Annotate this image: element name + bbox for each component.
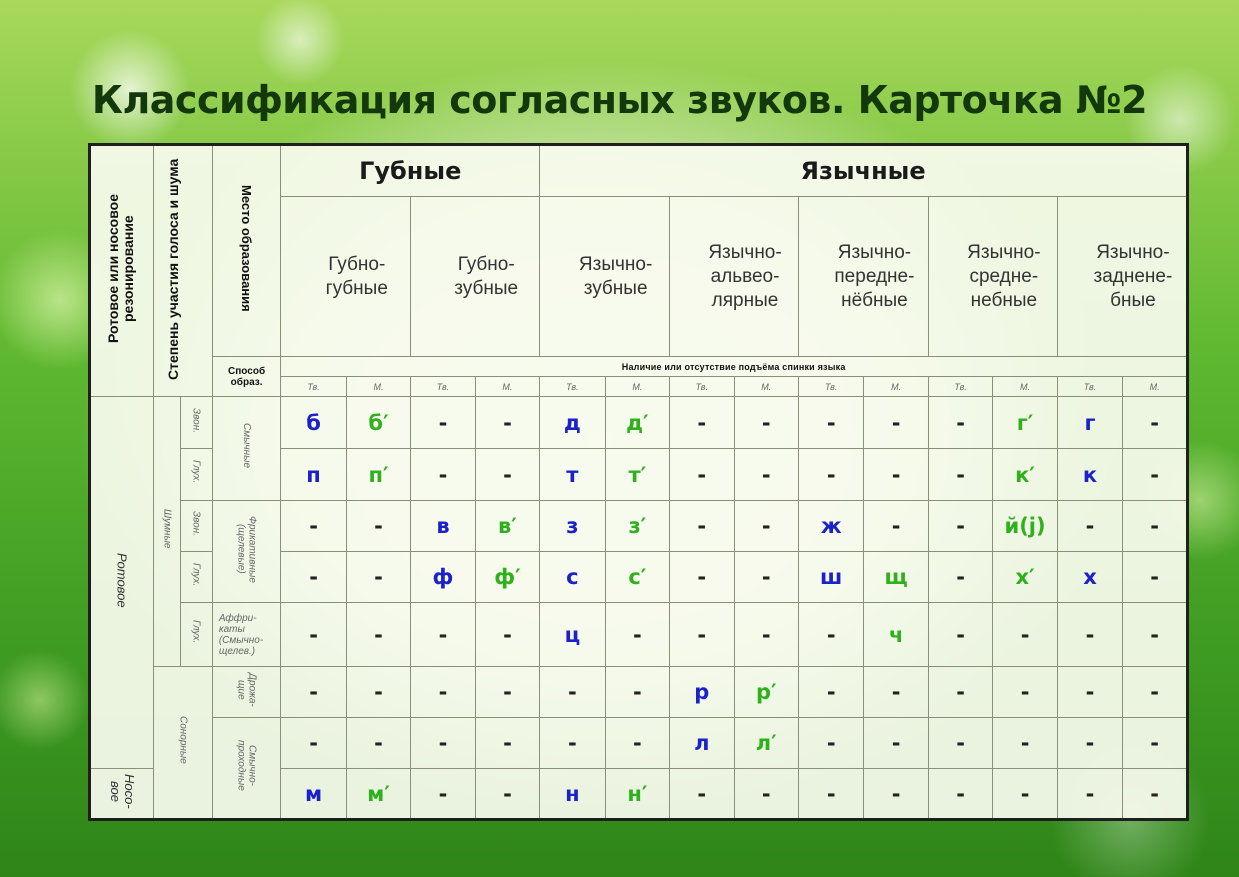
consonant-cell: д′ xyxy=(605,397,669,449)
consonant-cell: - xyxy=(928,718,992,769)
consonant-cell: - xyxy=(1123,603,1188,667)
consonant-cell: - xyxy=(670,501,734,552)
label-voiceless-text: Глух. xyxy=(190,460,202,484)
consonant-cell: м′ xyxy=(346,769,410,820)
label-laterals xyxy=(212,718,280,820)
consonant-cell: ф′ xyxy=(475,552,539,603)
consonant-cell: - xyxy=(346,718,410,769)
label-oral-text: Ротовое xyxy=(114,552,130,608)
label-voiceless-text: Глух. xyxy=(190,620,202,644)
consonant-cell: в xyxy=(411,501,475,552)
consonant-cell: - xyxy=(928,603,992,667)
consonant-cell: т′ xyxy=(605,449,669,501)
consonant-cell: - xyxy=(798,397,863,449)
consonant-cell: т xyxy=(540,449,605,501)
consonant-cell: - xyxy=(864,769,928,820)
label-stops xyxy=(212,397,280,501)
consonant-cell: - xyxy=(605,603,669,667)
consonant-cell: - xyxy=(1123,552,1188,603)
header-note: Наличие или отсутствие подъёма спинки языка xyxy=(281,357,1188,377)
consonant-cell: м xyxy=(281,769,346,820)
consonant-cell: - xyxy=(475,769,539,820)
consonant-cell: - xyxy=(734,552,798,603)
consonant-cell: - xyxy=(1123,449,1188,501)
place-header-2 xyxy=(411,197,540,357)
label-noisy-text: Шумные xyxy=(161,509,173,549)
consonant-cell: - xyxy=(1123,501,1188,552)
hard-label: Тв. xyxy=(670,377,734,397)
label-stops-text: Смычные xyxy=(241,423,253,469)
consonant-cell: - xyxy=(734,603,798,667)
consonant-cell: - xyxy=(928,449,992,501)
consonant-cell: г xyxy=(1057,397,1122,449)
soft-label: М. xyxy=(605,377,669,397)
consonant-cell: ш xyxy=(798,552,863,603)
consonant-cell: д xyxy=(540,397,605,449)
soft-label: М. xyxy=(734,377,798,397)
label-trills xyxy=(212,667,280,718)
table-row xyxy=(90,397,1188,449)
consonant-cell: - xyxy=(1123,718,1188,769)
hard-label: Тв. xyxy=(281,377,346,397)
consonant-cell: с xyxy=(540,552,605,603)
consonant-cell: - xyxy=(928,501,992,552)
table-row xyxy=(90,667,1188,718)
hard-label: Тв. xyxy=(540,377,605,397)
header-noise xyxy=(154,145,212,397)
consonant-cell: - xyxy=(475,449,539,501)
soft-label: М. xyxy=(1123,377,1188,397)
header-noise-label: Степень участия голоса и шума xyxy=(165,157,182,380)
consonant-cell: х xyxy=(1057,552,1122,603)
label-voiced-text: Звон. xyxy=(190,511,202,536)
consonant-cell: - xyxy=(281,603,346,667)
consonant-cell: ч xyxy=(864,603,928,667)
consonant-cell: - xyxy=(734,397,798,449)
place-header-4 xyxy=(670,197,799,357)
consonant-cell: щ xyxy=(864,552,928,603)
place-header-7 xyxy=(1057,197,1187,357)
consonant-cell: н xyxy=(540,769,605,820)
table-row xyxy=(90,718,1188,769)
soft-label: М. xyxy=(864,377,928,397)
consonant-cell: - xyxy=(411,603,475,667)
label-fricatives xyxy=(212,501,280,603)
consonant-cell: - xyxy=(605,667,669,718)
header-resonance-label: Ротовое или носовое резонирование xyxy=(105,194,137,343)
consonant-cell: - xyxy=(411,718,475,769)
consonant-cell: с′ xyxy=(605,552,669,603)
label-voiceless-text: Глух. xyxy=(190,562,202,587)
hard-label: Тв. xyxy=(798,377,863,397)
consonant-cell: - xyxy=(346,501,410,552)
place-label: Язычно- передне- нёбные xyxy=(834,241,915,311)
consonant-cell: ж xyxy=(798,501,863,552)
classification-table xyxy=(88,143,1189,821)
consonant-cell: - xyxy=(864,449,928,501)
place-label: Язычно- средне- небные xyxy=(967,241,1041,311)
label-voiceless xyxy=(180,449,212,501)
consonant-cell: - xyxy=(475,397,539,449)
table-row xyxy=(90,501,1188,552)
consonant-cell: - xyxy=(734,501,798,552)
consonant-cell: - xyxy=(1123,769,1188,820)
label-voiced xyxy=(180,501,212,552)
consonant-cell: - xyxy=(1123,397,1188,449)
consonant-cell: - xyxy=(281,552,346,603)
consonant-cell: - xyxy=(1057,769,1122,820)
consonant-cell: - xyxy=(928,769,992,820)
consonant-cell: ф xyxy=(411,552,475,603)
consonant-cell: - xyxy=(798,603,863,667)
hard-label: Тв. xyxy=(411,377,475,397)
consonant-cell: - xyxy=(411,667,475,718)
consonant-cell: - xyxy=(670,769,734,820)
consonant-cell: х′ xyxy=(993,552,1057,603)
consonant-cell: б′ xyxy=(346,397,410,449)
place-header-5 xyxy=(798,197,928,357)
consonant-cell: - xyxy=(798,718,863,769)
consonant-cell: - xyxy=(1123,667,1188,718)
consonant-cell: - xyxy=(993,667,1057,718)
label-oral xyxy=(90,397,154,769)
page-title: Классификация согласных звуков. Карточка №2 xyxy=(91,78,1148,122)
hard-label: Тв. xyxy=(1057,377,1122,397)
place-label: Губно- губные xyxy=(325,253,388,299)
consonant-cell: - xyxy=(475,718,539,769)
consonant-cell: к′ xyxy=(993,449,1057,501)
consonant-cell: - xyxy=(411,769,475,820)
consonant-cell: б xyxy=(281,397,346,449)
consonant-cell: - xyxy=(1057,501,1122,552)
header-manner-label: Способ образ. xyxy=(228,365,266,388)
label-voiceless xyxy=(180,603,212,667)
place-label: Язычно- зубные xyxy=(578,253,653,299)
consonant-cell: п xyxy=(281,449,346,501)
consonant-cell: - xyxy=(864,501,928,552)
table-row xyxy=(90,603,1188,667)
consonant-cell: - xyxy=(993,603,1057,667)
consonant-cell: р′ xyxy=(734,667,798,718)
label-voiced-text: Звон. xyxy=(190,407,202,433)
label-nasal-text: Носо- вое xyxy=(108,773,138,809)
consonant-cell: - xyxy=(798,667,863,718)
consonant-cell: - xyxy=(670,397,734,449)
soft-label: М. xyxy=(993,377,1057,397)
consonant-cell: - xyxy=(1057,718,1122,769)
consonant-cell: - xyxy=(864,718,928,769)
consonant-cell: - xyxy=(346,667,410,718)
consonant-cell: л′ xyxy=(734,718,798,769)
consonant-cell: п′ xyxy=(346,449,410,501)
group-labial: Губные xyxy=(281,145,540,197)
consonant-cell: к xyxy=(1057,449,1122,501)
soft-label: М. xyxy=(475,377,539,397)
consonant-cell: - xyxy=(281,501,346,552)
header-place-label: Место образования xyxy=(239,185,255,312)
consonant-cell: г′ xyxy=(993,397,1057,449)
consonant-cell: - xyxy=(475,603,539,667)
consonant-cell: - xyxy=(1057,667,1122,718)
label-trills-text: Дрожа- щие xyxy=(235,672,258,707)
label-voiced xyxy=(180,397,212,449)
consonant-cell: - xyxy=(281,667,346,718)
header-manner xyxy=(212,357,280,397)
consonant-cell: - xyxy=(670,449,734,501)
label-sonorant xyxy=(154,667,212,820)
place-label: Губно- зубные xyxy=(454,253,519,299)
consonant-cell: - xyxy=(864,397,928,449)
consonant-cell: з xyxy=(540,501,605,552)
header-resonance xyxy=(90,145,154,397)
consonant-cell: - xyxy=(993,769,1057,820)
label-noisy xyxy=(154,397,180,667)
soft-label: М. xyxy=(346,377,410,397)
consonant-cell: - xyxy=(346,603,410,667)
consonant-cell: - xyxy=(540,718,605,769)
consonant-cell: - xyxy=(928,667,992,718)
consonant-cell: - xyxy=(540,667,605,718)
place-label: Язычно- альвео- лярные xyxy=(708,241,782,311)
label-voiceless xyxy=(180,552,212,603)
label-sonorant-text: Сонорные xyxy=(177,716,189,764)
group-lingual: Язычные xyxy=(540,145,1188,197)
consonant-cell: - xyxy=(670,603,734,667)
consonant-cell: в′ xyxy=(475,501,539,552)
consonant-cell: - xyxy=(928,552,992,603)
label-affricates-text: Аффри- каты (Смычно- щелев.) xyxy=(218,612,264,657)
consonant-cell: - xyxy=(928,397,992,449)
consonant-cell: - xyxy=(605,718,669,769)
consonant-cell: - xyxy=(864,667,928,718)
consonant-cell: й(j) xyxy=(993,501,1057,552)
consonant-cell: - xyxy=(281,718,346,769)
consonant-cell: - xyxy=(798,769,863,820)
consonant-cell: ц xyxy=(540,603,605,667)
classification-table-wrapper xyxy=(88,143,1189,820)
place-label: Язычно- заднене- бные xyxy=(1093,241,1173,311)
consonant-cell: - xyxy=(346,552,410,603)
place-header-3 xyxy=(540,197,670,357)
consonant-cell: - xyxy=(734,769,798,820)
consonant-cell: - xyxy=(475,667,539,718)
consonant-cell: - xyxy=(670,552,734,603)
consonant-cell: - xyxy=(734,449,798,501)
consonant-cell: з′ xyxy=(605,501,669,552)
consonant-cell: л xyxy=(670,718,734,769)
label-affricates xyxy=(212,603,280,667)
hard-label: Тв. xyxy=(928,377,992,397)
consonant-cell: р xyxy=(670,667,734,718)
consonant-cell: - xyxy=(411,449,475,501)
label-nasal xyxy=(90,769,154,820)
consonant-cell: - xyxy=(1057,603,1122,667)
place-header-6 xyxy=(928,197,1057,357)
label-laterals-text: Смычно- проходные xyxy=(235,740,258,791)
consonant-cell: н′ xyxy=(605,769,669,820)
label-fricatives-text: Фрикативные (щелевые) xyxy=(235,515,258,583)
consonant-cell: - xyxy=(411,397,475,449)
consonant-cell: - xyxy=(993,718,1057,769)
header-place xyxy=(212,145,280,357)
consonant-cell: - xyxy=(798,449,863,501)
place-header-1 xyxy=(281,197,411,357)
